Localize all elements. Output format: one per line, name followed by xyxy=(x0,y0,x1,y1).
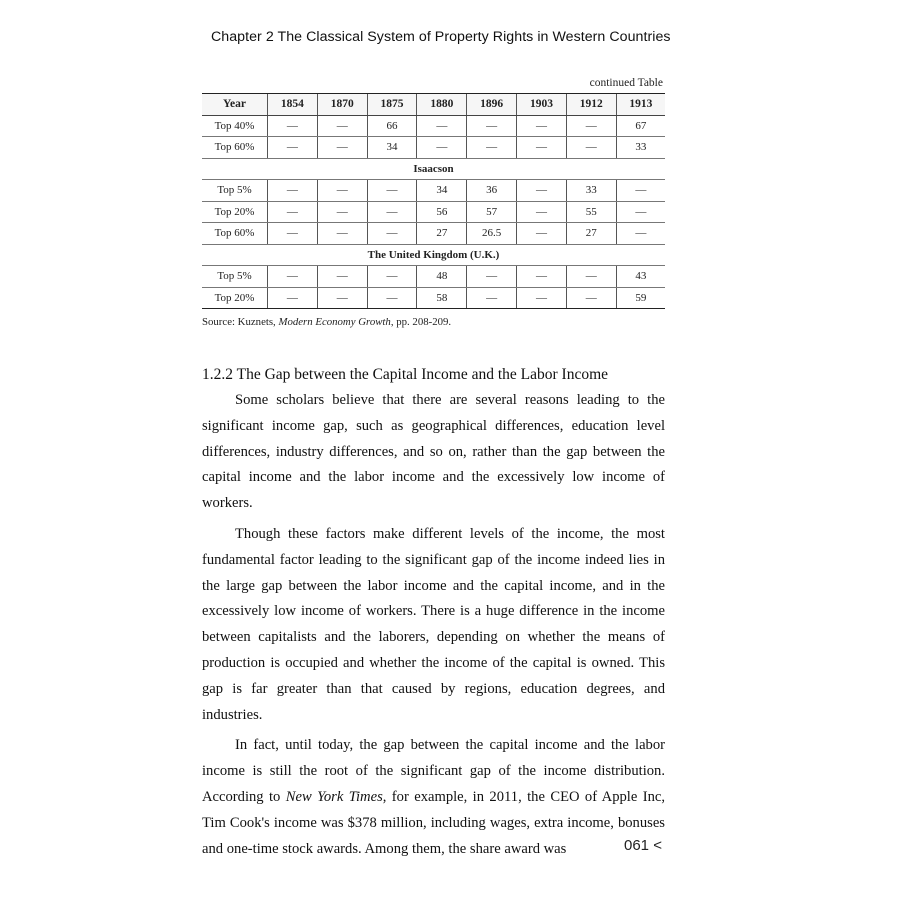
table-cell: — xyxy=(616,201,665,223)
source-book-title: Modern Economy Growth xyxy=(278,316,391,328)
source-suffix: , pp. 208-209. xyxy=(390,316,452,328)
row-label: Top 60% xyxy=(202,137,268,159)
table-cell: — xyxy=(417,115,467,137)
table-cell: — xyxy=(517,287,567,309)
table-cell: — xyxy=(517,115,567,137)
table-cell: — xyxy=(417,137,467,159)
table-cell: — xyxy=(517,201,567,223)
table-cell: — xyxy=(367,201,417,223)
table-cell: — xyxy=(317,180,367,202)
header-cell: 1903 xyxy=(517,94,567,116)
section-row-isaacson xyxy=(202,158,665,180)
table-cell: 33 xyxy=(566,180,616,202)
table-cell: — xyxy=(317,201,367,223)
table-source-note xyxy=(202,316,451,328)
paragraph: Though these factors make different levels of the income, the most fundamental factor leading to the significant gap of the income indeed lies in the large gap between the labor income and the capital income, and in the excessively low income of workers. There is a huge difference in the income between capitalists and the laborers, depending on whether the means of production is occupied and whether the income of the capital is owned. This gap is far greater than that caused by regions, education degrees, and industries. xyxy=(202,525,665,723)
table-cell: — xyxy=(317,223,367,245)
paragraph-text: , for example, in 2011, the CEO of Apple Inc, Tim Cook's income was $378 million, including wages, extra income, bonuses and one-time stock awards. Among them, the share award was xyxy=(202,788,665,857)
table-cell: 55 xyxy=(566,201,616,223)
header-cell-year: Year xyxy=(202,94,268,116)
table-cell: — xyxy=(566,137,616,159)
table-cell: — xyxy=(367,223,417,245)
table-cell: 26.5 xyxy=(467,223,517,245)
body-text xyxy=(202,388,665,867)
table-cell: — xyxy=(268,266,318,288)
source-prefix: Source: Kuznets, xyxy=(202,316,279,328)
table-cell: 59 xyxy=(616,287,665,309)
header-cell: 1875 xyxy=(367,94,417,116)
table-cell: 67 xyxy=(616,115,665,137)
table-cell: — xyxy=(317,287,367,309)
table-cell: — xyxy=(317,115,367,137)
row-label: Top 60% xyxy=(202,223,268,245)
continued-table-label: continued Table xyxy=(589,77,663,89)
table-cell: — xyxy=(268,137,318,159)
row-label: Top 5% xyxy=(202,180,268,202)
running-head: Chapter 2 The Classical System of Property Rights in Western Countries xyxy=(211,29,671,45)
section-heading: 1.2.2 The Gap between the Capital Income and the Labor Income xyxy=(202,366,609,383)
table-cell: 58 xyxy=(417,287,467,309)
table-cell: 66 xyxy=(367,115,417,137)
table-cell: — xyxy=(268,201,318,223)
table-cell: — xyxy=(616,223,665,245)
section-row-uk xyxy=(202,244,665,266)
table-cell: 34 xyxy=(417,180,467,202)
table-cell: — xyxy=(566,287,616,309)
table-cell: 56 xyxy=(417,201,467,223)
table-cell: 57 xyxy=(467,201,517,223)
table-cell: — xyxy=(517,137,567,159)
header-cell: 1854 xyxy=(268,94,318,116)
table-cell: — xyxy=(367,266,417,288)
table-header xyxy=(202,94,665,116)
row-label: Top 5% xyxy=(202,266,268,288)
table-cell: 48 xyxy=(417,266,467,288)
header-cell: 1870 xyxy=(317,94,367,116)
row-label: Top 20% xyxy=(202,201,268,223)
table-cell: — xyxy=(467,115,517,137)
page-number: 061 < xyxy=(624,837,662,854)
table-cell: — xyxy=(517,180,567,202)
table-cell: — xyxy=(268,115,318,137)
table-cell: — xyxy=(317,266,367,288)
table-cell: — xyxy=(467,287,517,309)
table-cell: — xyxy=(467,137,517,159)
table-cell: 33 xyxy=(616,137,665,159)
table-row xyxy=(202,137,665,159)
table-cell: — xyxy=(566,266,616,288)
table-cell: — xyxy=(517,266,567,288)
row-label: Top 20% xyxy=(202,287,268,309)
table-cell: — xyxy=(517,223,567,245)
table-row xyxy=(202,180,665,202)
row-label: Top 40% xyxy=(202,115,268,137)
table-row xyxy=(202,266,665,288)
table-cell: 34 xyxy=(367,137,417,159)
table-cell: 36 xyxy=(467,180,517,202)
table-cell: — xyxy=(317,137,367,159)
table-cell: — xyxy=(367,180,417,202)
header-cell: 1912 xyxy=(566,94,616,116)
table-cell: — xyxy=(268,180,318,202)
section-title: Isaacson xyxy=(202,158,665,180)
section-title: The United Kingdom (U.K.) xyxy=(202,244,665,266)
table-body xyxy=(202,115,665,309)
header-row xyxy=(202,94,665,116)
table-row xyxy=(202,201,665,223)
table-cell: — xyxy=(467,266,517,288)
table-cell: 43 xyxy=(616,266,665,288)
table-row xyxy=(202,115,665,137)
paragraph-text: In fact, until today, the gap between the capital income and the labor income is still the root of the significant gap of the income distribution. According to xyxy=(202,737,665,805)
income-share-table xyxy=(202,93,665,309)
table-cell: — xyxy=(616,180,665,202)
table-cell: — xyxy=(566,115,616,137)
table-cell: — xyxy=(367,287,417,309)
table-cell: 27 xyxy=(566,223,616,245)
table-row xyxy=(202,287,665,309)
table-cell: — xyxy=(268,223,318,245)
table-cell: 27 xyxy=(417,223,467,245)
table-cell: — xyxy=(268,287,318,309)
newspaper-title: New York Times xyxy=(285,788,383,805)
paragraph xyxy=(202,733,665,862)
header-cell: 1880 xyxy=(417,94,467,116)
header-cell: 1896 xyxy=(467,94,517,116)
table-row xyxy=(202,223,665,245)
paragraph: Some scholars believe that there are several reasons leading to the significant income gap, such as geographical differences, education level differences, industry differences, and so on, rather than the gap between the capital income and the labor income and the excessively low income of workers. xyxy=(202,392,665,512)
header-cell: 1913 xyxy=(616,94,665,116)
